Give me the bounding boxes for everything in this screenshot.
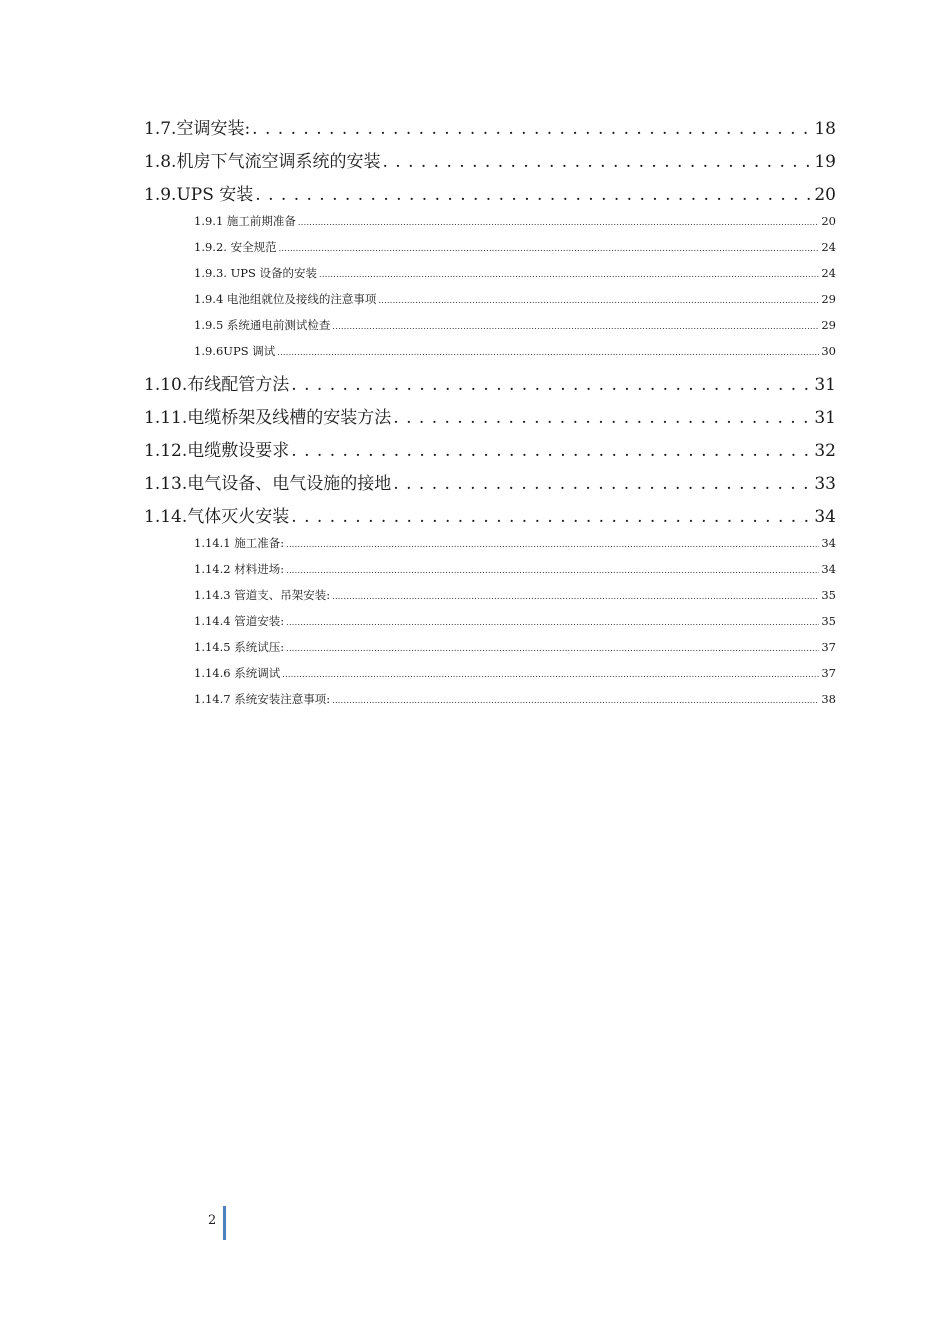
toc-dot-leader: [393, 474, 812, 494]
toc-entry-1-14-7[interactable]: [194, 691, 836, 707]
toc-dot-leader: [286, 640, 819, 654]
toc-entry-page: 38: [821, 692, 836, 706]
toc-entry-page: 30: [821, 344, 836, 358]
toc-dot-leader: [282, 666, 819, 680]
toc-dot-leader: [286, 614, 819, 628]
toc-entry-1-11[interactable]: [144, 403, 836, 429]
toc-entry-page: 34: [821, 536, 836, 550]
toc-entry-1-8[interactable]: [144, 147, 836, 173]
toc-dot-leader: [291, 507, 812, 527]
toc-dot-leader: [279, 240, 820, 254]
toc-entry-page: 35: [821, 588, 836, 602]
toc-dot-leader: [393, 408, 812, 428]
toc-entry-title: 1.9.UPS 安装: [144, 185, 254, 205]
toc-entry-1-10[interactable]: [144, 370, 836, 396]
toc-entry-title: 1.14.3 管道支、吊架安装:: [194, 588, 331, 602]
toc-dot-leader: [332, 318, 819, 332]
toc-entry-page: 24: [821, 266, 836, 280]
toc-entry-1-9-3[interactable]: [194, 265, 836, 281]
toc-entry-page: 37: [821, 666, 836, 680]
toc-entry-1-14-3[interactable]: [194, 587, 836, 603]
toc-entry-title: 1.13.电气设备、电气设施的接地: [144, 474, 392, 494]
toc-dot-leader: [298, 214, 819, 228]
toc-entry-title: 1.9.4 电池组就位及接线的注意事项: [194, 292, 377, 306]
toc-dot-leader: [277, 344, 819, 358]
toc-entry-1-14-6[interactable]: [194, 665, 836, 681]
toc-entry-title: 1.14.6 系统调试: [194, 666, 281, 680]
toc-entry-title: 1.7.空调安装:: [144, 119, 251, 139]
toc-dot-leader: [291, 441, 812, 461]
toc-entry-1-9-6[interactable]: [194, 343, 836, 359]
toc-entry-1-9[interactable]: [144, 180, 836, 206]
page-footer: [204, 1206, 264, 1240]
toc-dot-leader: [291, 375, 812, 395]
toc-entry-title: 1.14.1 施工准备:: [194, 536, 285, 550]
toc-entry-1-14[interactable]: [144, 502, 836, 528]
toc-entry-1-12[interactable]: [144, 436, 836, 462]
toc-dot-leader: [286, 562, 819, 576]
toc-dot-leader: [378, 292, 819, 306]
toc-dot-leader: [382, 152, 812, 172]
toc-entry-1-13[interactable]: [144, 469, 836, 495]
toc-dot-leader: [332, 692, 819, 706]
toc-entry-title: 1.14.4 管道安装:: [194, 614, 285, 628]
toc-entry-1-9-4[interactable]: [194, 291, 836, 307]
toc-entry-page: 37: [821, 640, 836, 654]
toc-entry-page: 20: [814, 185, 836, 205]
toc-entry-1-9-2[interactable]: [194, 239, 836, 255]
toc-entry-1-14-2[interactable]: [194, 561, 836, 577]
toc-entry-title: 1.12.电缆敷设要求: [144, 441, 290, 461]
toc-entry-page: 29: [821, 318, 836, 332]
toc-entry-page: 20: [821, 214, 836, 228]
toc-entry-title: 1.9.2. 安全规范: [194, 240, 277, 254]
toc-entry-title: 1.8.机房下气流空调系统的安装: [144, 152, 381, 172]
toc-entry-title: 1.14.7 系统安装注意事项:: [194, 692, 331, 706]
footer-accent-bar: [223, 1206, 226, 1240]
toc-entry-title: 1.14.5 系统试压:: [194, 640, 285, 654]
toc-entry-page: 31: [814, 408, 836, 428]
toc-dot-leader: [319, 266, 819, 280]
toc-entry-page: 32: [814, 441, 836, 461]
toc-entry-page: 33: [814, 474, 836, 494]
toc-entry-page: 31: [814, 375, 836, 395]
toc-entry-title: 1.9.5 系统通电前测试检查: [194, 318, 331, 332]
toc-entry-title: 1.14.2 材料进场:: [194, 562, 285, 576]
toc-entry-1-9-1[interactable]: [194, 213, 836, 229]
toc-entry-title: 1.9.1 施工前期准备: [194, 214, 296, 228]
toc-dot-leader: [252, 119, 812, 139]
toc-entry-title: 1.10.布线配管方法: [144, 375, 290, 395]
toc-dot-leader: [255, 185, 812, 205]
toc-entry-1-14-5[interactable]: [194, 639, 836, 655]
toc-dot-leader: [286, 536, 819, 550]
toc-entry-1-9-5[interactable]: [194, 317, 836, 333]
toc-entry-1-7[interactable]: [144, 114, 836, 140]
toc-entry-page: 35: [821, 614, 836, 628]
toc-entry-title: 1.14.气体灭火安装: [144, 507, 290, 527]
toc-entry-1-14-4[interactable]: [194, 613, 836, 629]
toc-entry-title: 1.9.6UPS 调试: [194, 344, 276, 358]
toc-entry-title: 1.9.3. UPS 设备的安装: [194, 266, 318, 280]
toc-entry-page: 18: [814, 119, 836, 139]
toc-entry-page: 19: [814, 152, 836, 172]
toc-dot-leader: [332, 588, 819, 602]
toc-entry-1-14-1[interactable]: [194, 535, 836, 551]
page-number: 2: [208, 1213, 217, 1228]
toc-entry-page: 29: [821, 292, 836, 306]
toc-entry-title: 1.11.电缆桥架及线槽的安装方法: [144, 408, 392, 428]
toc-entry-page: 34: [821, 562, 836, 576]
toc-entry-page: 34: [814, 507, 836, 527]
toc-entry-page: 24: [821, 240, 836, 254]
